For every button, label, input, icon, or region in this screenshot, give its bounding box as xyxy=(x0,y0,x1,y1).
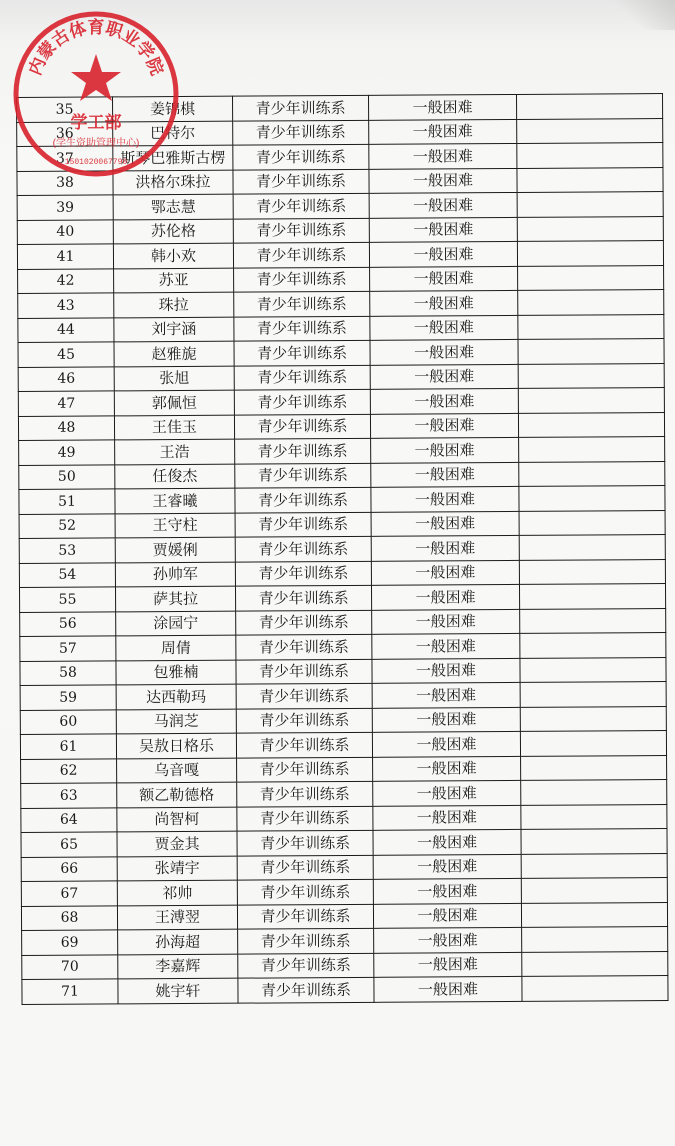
remarks-cell xyxy=(517,167,663,192)
remarks-cell xyxy=(518,290,664,315)
remarks-cell xyxy=(518,314,664,339)
student-name-cell: 刘宇涵 xyxy=(114,317,234,342)
hardship-level-cell: 一般困难 xyxy=(369,168,517,193)
remarks-cell xyxy=(518,363,664,388)
student-name-cell: 张靖宇 xyxy=(117,856,237,881)
remarks-cell xyxy=(521,902,667,927)
remarks-cell xyxy=(521,804,667,829)
hardship-level-cell: 一般困难 xyxy=(370,290,518,315)
remarks-cell xyxy=(518,339,664,364)
hardship-level-cell: 一般困难 xyxy=(372,731,520,756)
row-number-cell: 41 xyxy=(17,244,113,269)
department-cell: 青少年训练系 xyxy=(237,757,373,782)
remarks-cell xyxy=(517,216,663,241)
student-name-cell: 苏伦格 xyxy=(113,219,233,244)
remarks-cell xyxy=(522,927,668,952)
row-number-cell: 60 xyxy=(20,709,116,734)
row-number-cell: 64 xyxy=(21,807,117,832)
remarks-cell xyxy=(517,192,663,217)
hardship-level-cell: 一般困难 xyxy=(369,217,517,242)
hardship-level-cell: 一般困难 xyxy=(374,927,522,952)
remarks-cell xyxy=(519,584,665,609)
row-number-cell: 69 xyxy=(22,930,118,955)
student-name-cell: 洪格尔珠拉 xyxy=(113,170,233,195)
row-number-cell: 52 xyxy=(19,513,115,538)
student-name-cell: 斯琴巴雅斯古楞 xyxy=(113,145,233,170)
seal-dept-text: 学工部 xyxy=(70,113,122,132)
department-cell: 青少年训练系 xyxy=(235,487,371,512)
student-name-cell: 鄂志慧 xyxy=(113,194,233,219)
department-cell: 青少年训练系 xyxy=(233,120,369,145)
row-number-cell: 42 xyxy=(18,268,114,293)
hardship-level-cell: 一般困难 xyxy=(371,584,519,609)
student-name-cell: 贾金其 xyxy=(117,831,237,856)
student-name-cell: 祁帅 xyxy=(117,880,237,905)
department-cell: 青少年训练系 xyxy=(232,95,368,120)
hardship-level-cell: 一般困难 xyxy=(373,878,521,903)
row-number-cell: 62 xyxy=(21,758,117,783)
department-cell: 青少年训练系 xyxy=(234,340,370,365)
department-cell: 青少年训练系 xyxy=(237,806,373,831)
department-cell: 青少年训练系 xyxy=(237,879,373,904)
hardship-level-cell: 一般困难 xyxy=(373,780,521,805)
row-number-cell: 63 xyxy=(21,783,117,808)
remarks-cell xyxy=(519,559,665,584)
seal-star-icon xyxy=(71,54,121,101)
page-corner-shadow xyxy=(615,0,675,30)
hardship-level-cell: 一般困难 xyxy=(371,462,519,487)
department-cell: 青少年训练系 xyxy=(233,242,369,267)
remarks-cell xyxy=(521,780,667,805)
department-cell: 青少年训练系 xyxy=(234,414,370,439)
remarks-cell xyxy=(520,682,666,707)
row-number-cell: 66 xyxy=(21,856,117,881)
remarks-cell xyxy=(521,829,667,854)
remarks-cell xyxy=(520,608,666,633)
student-name-cell: 姚宇轩 xyxy=(118,978,238,1003)
seal-serial-text: 1501020067790 xyxy=(64,158,128,167)
department-cell: 青少年训练系 xyxy=(233,193,369,218)
student-name-cell: 吴敖日格乐 xyxy=(116,733,236,758)
remarks-cell xyxy=(518,265,664,290)
department-cell: 青少年训练系 xyxy=(236,732,372,757)
row-number-cell: 58 xyxy=(20,660,116,685)
row-number-cell: 47 xyxy=(18,391,114,416)
row-number-cell: 36 xyxy=(17,121,113,146)
department-cell: 青少年训练系 xyxy=(236,683,372,708)
department-cell: 青少年训练系 xyxy=(235,536,371,561)
hardship-level-cell: 一般困难 xyxy=(373,903,521,928)
department-cell: 青少年训练系 xyxy=(236,659,372,684)
hardship-level-cell: 一般困难 xyxy=(370,413,518,438)
row-number-cell: 44 xyxy=(18,317,114,342)
student-name-cell: 涂园宁 xyxy=(116,611,236,636)
remarks-cell xyxy=(520,657,666,682)
department-cell: 青少年训练系 xyxy=(236,708,372,733)
hardship-level-cell: 一般困难 xyxy=(372,633,520,658)
student-name-cell: 孙海超 xyxy=(118,929,238,954)
student-name-cell: 乌音嘎 xyxy=(117,758,237,783)
student-name-cell: 达西勒玛 xyxy=(116,684,236,709)
department-cell: 青少年训练系 xyxy=(233,218,369,243)
student-name-cell: 郭佩恒 xyxy=(114,390,234,415)
department-cell: 青少年训练系 xyxy=(234,267,370,292)
row-number-cell: 46 xyxy=(18,366,114,391)
hardship-level-cell: 一般困难 xyxy=(373,829,521,854)
student-name-cell: 赵雅旎 xyxy=(114,341,234,366)
remarks-cell xyxy=(516,94,662,119)
student-name-cell: 萨其拉 xyxy=(115,586,235,611)
student-name-cell: 张旭 xyxy=(114,366,234,391)
remarks-cell xyxy=(521,878,667,903)
hardship-level-cell: 一般困难 xyxy=(369,192,517,217)
remarks-cell xyxy=(521,755,667,780)
remarks-cell xyxy=(517,241,663,266)
row-number-cell: 37 xyxy=(17,146,113,171)
student-name-cell: 王睿曦 xyxy=(115,488,235,513)
row-number-cell: 53 xyxy=(19,538,115,563)
table-body xyxy=(17,94,669,1004)
student-name-cell: 额乙勒德格 xyxy=(117,782,237,807)
row-number-cell: 51 xyxy=(19,489,115,514)
department-cell: 青少年训练系 xyxy=(234,389,370,414)
row-number-cell: 49 xyxy=(19,440,115,465)
hardship-level-cell: 一般困难 xyxy=(371,511,519,536)
department-cell: 青少年训练系 xyxy=(235,438,371,463)
department-cell: 青少年训练系 xyxy=(233,144,369,169)
department-cell: 青少年训练系 xyxy=(235,585,371,610)
row-number-cell: 50 xyxy=(19,464,115,489)
row-number-cell: 38 xyxy=(17,170,113,195)
remarks-cell xyxy=(521,853,667,878)
department-cell: 青少年训练系 xyxy=(237,904,373,929)
student-name-cell: 贾媛俐 xyxy=(115,537,235,562)
department-cell: 青少年训练系 xyxy=(234,291,370,316)
student-name-cell: 王佳玉 xyxy=(114,415,234,440)
remarks-cell xyxy=(518,412,664,437)
hardship-level-cell: 一般困难 xyxy=(371,535,519,560)
row-number-cell: 59 xyxy=(20,685,116,710)
remarks-cell xyxy=(519,486,665,511)
remarks-cell xyxy=(519,535,665,560)
hardship-level-cell: 一般困难 xyxy=(369,143,517,168)
department-cell: 青少年训练系 xyxy=(237,781,373,806)
hardship-level-cell: 一般困难 xyxy=(370,315,518,340)
department-cell: 青少年训练系 xyxy=(235,463,371,488)
remarks-cell xyxy=(519,437,665,462)
student-name-cell: 韩小欢 xyxy=(113,243,233,268)
hardship-level-cell: 一般困难 xyxy=(372,707,520,732)
department-cell: 青少年训练系 xyxy=(233,169,369,194)
student-name-cell: 马润芝 xyxy=(116,709,236,734)
row-number-cell: 48 xyxy=(18,415,114,440)
row-number-cell: 57 xyxy=(20,636,116,661)
row-number-cell: 61 xyxy=(20,734,116,759)
student-name-cell: 李嘉辉 xyxy=(118,954,238,979)
remarks-cell xyxy=(517,143,663,168)
row-number-cell: 43 xyxy=(18,293,114,318)
hardship-level-cell: 一般困难 xyxy=(372,658,520,683)
row-number-cell: 68 xyxy=(21,905,117,930)
row-number-cell: 40 xyxy=(17,219,113,244)
row-number-cell: 56 xyxy=(20,611,116,636)
student-name-cell: 巴特尔 xyxy=(113,121,233,146)
remarks-cell xyxy=(520,731,666,756)
department-cell: 青少年训练系 xyxy=(235,561,371,586)
row-number-cell: 54 xyxy=(19,562,115,587)
row-number-cell: 55 xyxy=(19,587,115,612)
remarks-cell xyxy=(519,510,665,535)
row-number-cell: 70 xyxy=(22,954,118,979)
hardship-level-cell: 一般困难 xyxy=(373,805,521,830)
hardship-level-cell: 一般困难 xyxy=(371,437,519,462)
hardship-level-cell: 一般困难 xyxy=(373,854,521,879)
hardship-level-cell: 一般困难 xyxy=(373,756,521,781)
row-number-cell: 39 xyxy=(17,195,113,220)
remarks-cell xyxy=(519,461,665,486)
student-name-cell: 姜锦棋 xyxy=(113,96,233,121)
row-number-cell: 67 xyxy=(21,881,117,906)
department-cell: 青少年训练系 xyxy=(237,830,373,855)
hardship-level-cell: 一般困难 xyxy=(370,266,518,291)
hardship-level-cell: 一般困难 xyxy=(370,339,518,364)
seal-arc-text: 内蒙古体育职业学院 xyxy=(25,17,167,78)
row-number-cell: 71 xyxy=(22,979,118,1004)
remarks-cell xyxy=(522,951,668,976)
department-cell: 青少年训练系 xyxy=(236,634,372,659)
remarks-cell xyxy=(522,976,668,1001)
hardship-level-cell: 一般困难 xyxy=(369,241,517,266)
department-cell: 青少年训练系 xyxy=(234,316,370,341)
remarks-cell xyxy=(517,118,663,143)
remarks-cell xyxy=(520,706,666,731)
row-number-cell: 35 xyxy=(17,97,113,122)
hardship-level-cell: 一般困难 xyxy=(371,486,519,511)
student-name-cell: 王浩 xyxy=(115,439,235,464)
seal-subtitle-text: (学生资助管理中心) xyxy=(52,138,140,149)
student-name-cell: 周倩 xyxy=(116,635,236,660)
hardship-level-cell: 一般困难 xyxy=(372,609,520,634)
student-name-cell: 苏亚 xyxy=(114,268,234,293)
department-cell: 青少年训练系 xyxy=(238,977,374,1002)
hardship-level-cell: 一般困难 xyxy=(374,976,522,1001)
table-row xyxy=(22,976,668,1004)
department-cell: 青少年训练系 xyxy=(235,512,371,537)
student-name-cell: 孙帅军 xyxy=(115,562,235,587)
department-cell: 青少年训练系 xyxy=(237,855,373,880)
student-name-cell: 尚智柯 xyxy=(117,807,237,832)
hardship-level-cell: 一般困难 xyxy=(369,119,517,144)
student-aid-table xyxy=(16,93,669,1004)
department-cell: 青少年训练系 xyxy=(236,610,372,635)
student-name-cell: 王溥翌 xyxy=(117,905,237,930)
hardship-level-cell: 一般困难 xyxy=(374,952,522,977)
remarks-cell xyxy=(518,388,664,413)
department-cell: 青少年训练系 xyxy=(238,953,374,978)
department-cell: 青少年训练系 xyxy=(238,928,374,953)
student-name-cell: 包雅楠 xyxy=(116,660,236,685)
student-name-cell: 珠拉 xyxy=(114,292,234,317)
student-name-cell: 王守柱 xyxy=(115,513,235,538)
row-number-cell: 65 xyxy=(21,832,117,857)
hardship-level-cell: 一般困难 xyxy=(370,364,518,389)
department-cell: 青少年训练系 xyxy=(234,365,370,390)
hardship-level-cell: 一般困难 xyxy=(371,560,519,585)
hardship-level-cell: 一般困难 xyxy=(368,94,516,119)
remarks-cell xyxy=(520,633,666,658)
hardship-level-cell: 一般困难 xyxy=(370,388,518,413)
row-number-cell: 45 xyxy=(18,342,114,367)
hardship-level-cell: 一般困难 xyxy=(372,682,520,707)
student-name-cell: 任俊杰 xyxy=(115,464,235,489)
